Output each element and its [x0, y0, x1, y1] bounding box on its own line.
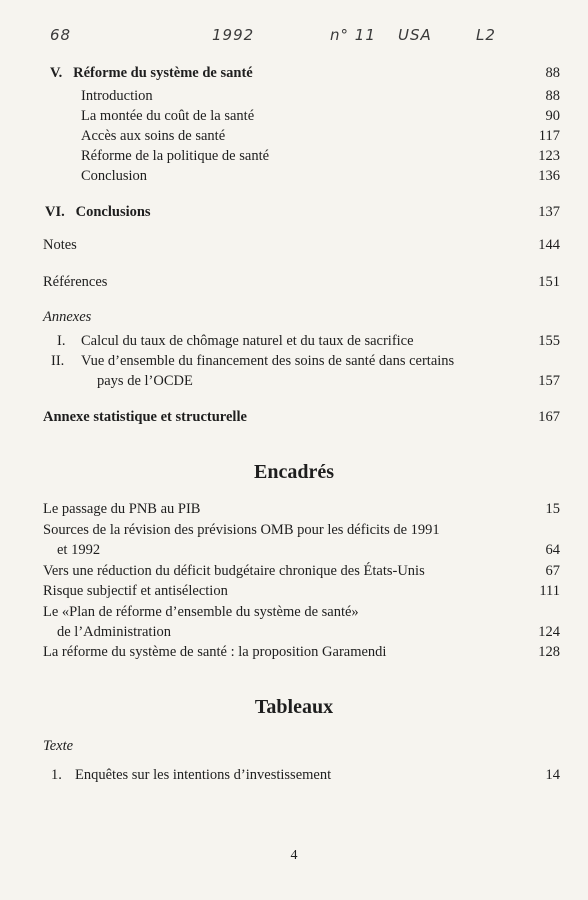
toc-entry: Accès aux soins de santé: [81, 128, 226, 144]
encadre-entry: Le «Plan de réforme d’ensemble du système de santé»: [43, 604, 359, 620]
annex-stat-page: 167: [538, 409, 560, 425]
annex-stat-entry: Annexe statistique et structurelle: [43, 409, 247, 425]
encadre-entry: La réforme du système de santé : la proposition Garamendi: [43, 644, 387, 660]
toc-page: 90: [545, 108, 560, 124]
annex-page: 155: [538, 333, 560, 349]
toc-page: 136: [538, 168, 560, 184]
toc-entry-v: V. Réforme du système de santé: [50, 65, 253, 81]
toc-entry: La montée du coût de la santé: [81, 108, 255, 124]
toc-page: 117: [538, 128, 560, 144]
tableau-entry: Enquêtes sur les intentions d’investissement: [75, 767, 332, 783]
annex-label: II.: [51, 353, 65, 369]
annex-label: I.: [57, 333, 66, 349]
handwritten-ref: L2: [476, 26, 496, 44]
handwritten-code: n° 11: [330, 26, 376, 44]
encadre-entry: Vers une réduction du déficit budgétaire chronique des États-Unis: [43, 563, 425, 579]
encadre-page: 111: [539, 583, 560, 599]
handwritten-note-left: 68: [50, 26, 72, 44]
encadre-page: 67: [545, 563, 560, 579]
tableau-label: 1.: [51, 767, 62, 783]
toc-page: 123: [538, 148, 560, 164]
toc-page-v: 88: [545, 65, 560, 81]
encadre-entry-cont: et 1992: [57, 542, 101, 558]
encadres-heading: Encadrés: [254, 461, 334, 483]
toc-page-vi: 137: [538, 204, 560, 220]
toc-entry-references: Références: [43, 274, 108, 290]
toc-entry: Introduction: [81, 88, 153, 104]
tableaux-subheading: Texte: [43, 738, 74, 754]
annex-entry-cont: pays de l’OCDE: [97, 373, 193, 389]
toc-page-notes: 144: [538, 237, 560, 253]
encadre-entry: Risque subjectif et antisélection: [43, 583, 228, 599]
handwritten-country: USA: [398, 26, 432, 44]
page-number: 4: [290, 848, 298, 863]
encadre-entry: Sources de la révision des prévisions OMB pour les déficits de 1991: [43, 522, 440, 538]
encadre-entry-cont: de l’Administration: [57, 624, 171, 640]
handwritten-year: 1992: [212, 26, 255, 44]
toc-page: 88: [545, 88, 560, 104]
toc-page-references: 151: [538, 274, 560, 290]
tableaux-heading: Tableaux: [254, 696, 334, 718]
annex-entry: Calcul du taux de chômage naturel et du taux de sacrifice: [81, 333, 414, 349]
toc-entry: Conclusion: [81, 168, 148, 184]
toc-entry: Réforme de la politique de santé: [81, 148, 270, 164]
toc-entry-notes: Notes: [43, 237, 77, 253]
tableau-page: 14: [545, 767, 560, 783]
encadre-page: 124: [538, 624, 560, 640]
annexes-heading: Annexes: [43, 309, 92, 325]
encadre-page: 15: [545, 501, 560, 517]
annex-page: 157: [538, 373, 560, 389]
encadre-page: 64: [545, 542, 560, 558]
annex-entry: Vue d’ensemble du financement des soins de santé dans certains: [81, 353, 455, 369]
encadre-entry: Le passage du PNB au PIB: [43, 501, 201, 517]
toc-entry-vi: VI. Conclusions: [45, 204, 151, 220]
encadre-page: 128: [538, 644, 560, 660]
